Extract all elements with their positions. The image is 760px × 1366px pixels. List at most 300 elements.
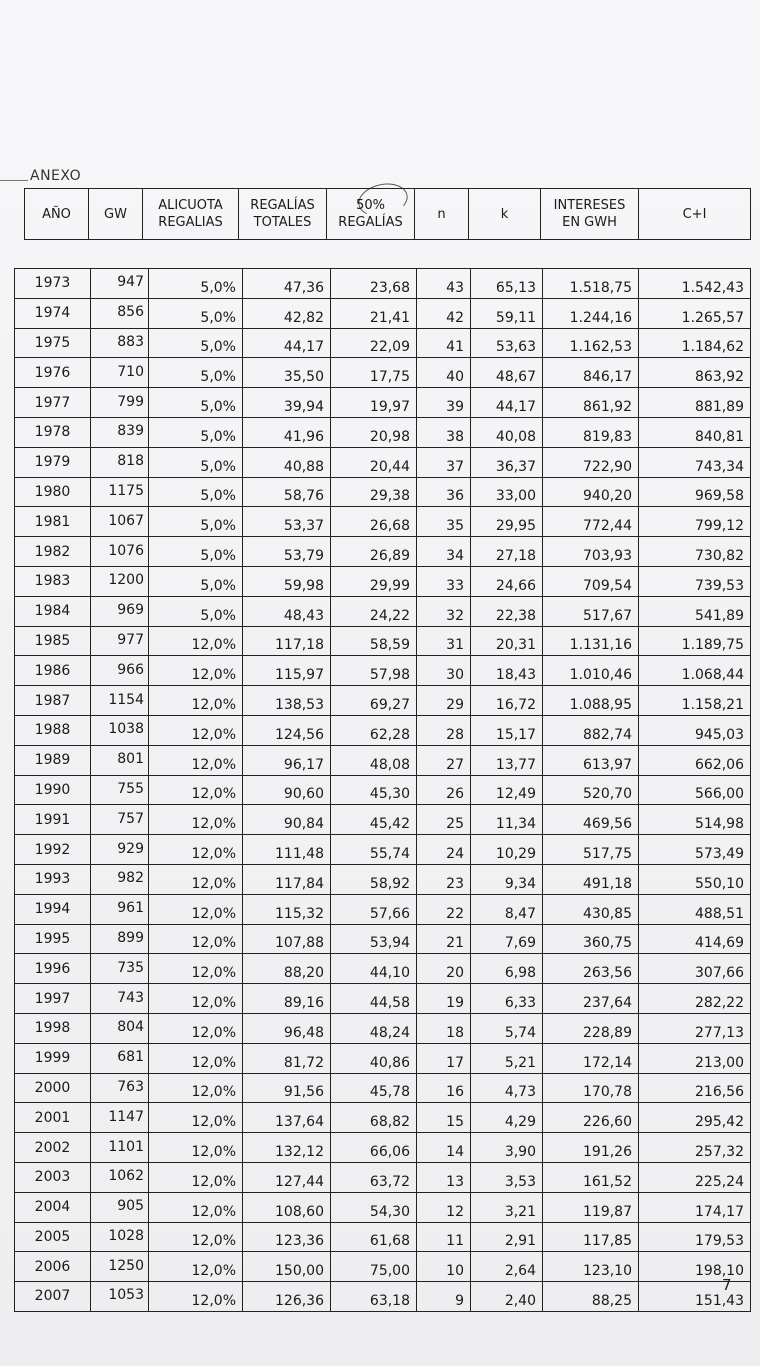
cell-gw: 710 [91,358,149,388]
cell-n: 41 [417,328,471,358]
cell-intereses: 88,25 [543,1282,639,1312]
cell-alicuota: 5,0% [149,328,243,358]
cell-gw: 1062 [91,1162,149,1192]
cell-regalias-totales: 41,96 [243,417,331,447]
cell-alicuota: 12,0% [149,984,243,1014]
cell-intereses: 940,20 [543,477,639,507]
cell-intereses: 263,56 [543,954,639,984]
cell-50-regalias: 69,27 [331,686,417,716]
cell-alicuota: 12,0% [149,1103,243,1133]
cell-intereses: 1.131,16 [543,626,639,656]
table-row [15,1073,751,1103]
header-k: k [469,189,541,240]
cell-50-regalias: 19,97 [331,388,417,418]
cell-year: 1998 [15,1013,91,1043]
cell-year: 1984 [15,596,91,626]
cell-c-plus-i: 840,81 [639,417,751,447]
cell-c-plus-i: 969,58 [639,477,751,507]
cell-50-regalias: 58,59 [331,626,417,656]
cell-intereses: 228,89 [543,1013,639,1043]
table-row [15,805,751,835]
cell-intereses: 1.162,53 [543,328,639,358]
cell-alicuota: 5,0% [149,566,243,596]
cell-gw: 1028 [91,1222,149,1252]
cell-n: 10 [417,1252,471,1282]
cell-intereses: 722,90 [543,447,639,477]
cell-n: 26 [417,775,471,805]
cell-n: 19 [417,984,471,1014]
cell-k: 4,73 [471,1073,543,1103]
cell-50-regalias: 53,94 [331,924,417,954]
cell-n: 42 [417,298,471,328]
table-row [15,1103,751,1133]
cell-c-plus-i: 295,42 [639,1103,751,1133]
table-row [15,656,751,686]
cell-year: 1979 [15,447,91,477]
cell-50-regalias: 58,92 [331,864,417,894]
cell-50-regalias: 45,78 [331,1073,417,1103]
cell-k: 12,49 [471,775,543,805]
cell-intereses: 882,74 [543,715,639,745]
cell-intereses: 172,14 [543,1043,639,1073]
cell-n: 17 [417,1043,471,1073]
cell-intereses: 119,87 [543,1192,639,1222]
cell-intereses: 360,75 [543,924,639,954]
header-row [25,189,751,240]
cell-k: 53,63 [471,328,543,358]
cell-gw: 856 [91,298,149,328]
header-regalias-totales: REGALÍAS TOTALES [239,189,327,240]
cell-alicuota: 5,0% [149,537,243,567]
cell-regalias-totales: 59,98 [243,566,331,596]
cell-gw: 969 [91,596,149,626]
cell-gw: 905 [91,1192,149,1222]
cell-c-plus-i: 514,98 [639,805,751,835]
table-row [15,447,751,477]
cell-gw: 818 [91,447,149,477]
cell-gw: 961 [91,894,149,924]
cell-alicuota: 12,0% [149,954,243,984]
cell-alicuota: 12,0% [149,835,243,865]
table-row [15,1252,751,1282]
cell-regalias-totales: 96,17 [243,745,331,775]
cell-regalias-totales: 117,84 [243,864,331,894]
table-row [15,1192,751,1222]
cell-c-plus-i: 198,10 [639,1252,751,1282]
cell-k: 13,77 [471,745,543,775]
cell-intereses: 1.010,46 [543,656,639,686]
cell-n: 11 [417,1222,471,1252]
cell-c-plus-i: 881,89 [639,388,751,418]
table-row [15,835,751,865]
cell-k: 2,64 [471,1252,543,1282]
table-row [15,775,751,805]
table-row [15,328,751,358]
cell-gw: 1200 [91,566,149,596]
cell-year: 1983 [15,566,91,596]
cell-k: 8,47 [471,894,543,924]
cell-alicuota: 12,0% [149,1282,243,1312]
cell-year: 2001 [15,1103,91,1133]
cell-50-regalias: 54,30 [331,1192,417,1222]
table-row [15,358,751,388]
cell-n: 29 [417,686,471,716]
cell-alicuota: 12,0% [149,805,243,835]
table-row [15,894,751,924]
cell-k: 3,53 [471,1162,543,1192]
cell-regalias-totales: 89,16 [243,984,331,1014]
cell-c-plus-i: 1.184,62 [639,328,751,358]
cell-regalias-totales: 108,60 [243,1192,331,1222]
cell-intereses: 237,64 [543,984,639,1014]
cell-intereses: 709,54 [543,566,639,596]
cell-intereses: 517,75 [543,835,639,865]
cell-gw: 1067 [91,507,149,537]
cell-k: 2,91 [471,1222,543,1252]
cell-c-plus-i: 307,66 [639,954,751,984]
cell-n: 12 [417,1192,471,1222]
cell-year: 1995 [15,924,91,954]
table-row [15,507,751,537]
cell-regalias-totales: 35,50 [243,358,331,388]
cell-n: 22 [417,894,471,924]
cell-regalias-totales: 90,84 [243,805,331,835]
cell-gw: 743 [91,984,149,1014]
cell-intereses: 1.244,16 [543,298,639,328]
table-row [15,596,751,626]
cell-50-regalias: 29,38 [331,477,417,507]
table-row [15,745,751,775]
cell-intereses: 191,26 [543,1133,639,1163]
cell-k: 2,40 [471,1282,543,1312]
cell-year: 1999 [15,1043,91,1073]
cell-alicuota: 12,0% [149,1222,243,1252]
table-row [15,269,751,299]
cell-k: 40,08 [471,417,543,447]
cell-gw: 1154 [91,686,149,716]
cell-n: 18 [417,1013,471,1043]
cell-gw: 799 [91,388,149,418]
cell-regalias-totales: 88,20 [243,954,331,984]
cell-intereses: 819,83 [543,417,639,447]
data-table [14,268,751,1312]
cell-intereses: 226,60 [543,1103,639,1133]
cell-50-regalias: 20,44 [331,447,417,477]
cell-alicuota: 12,0% [149,656,243,686]
cell-regalias-totales: 111,48 [243,835,331,865]
cell-gw: 1053 [91,1282,149,1312]
cell-c-plus-i: 213,00 [639,1043,751,1073]
cell-k: 27,18 [471,537,543,567]
cell-year: 1973 [15,269,91,299]
cell-alicuota: 12,0% [149,1133,243,1163]
cell-gw: 801 [91,745,149,775]
cell-regalias-totales: 48,43 [243,596,331,626]
cell-50-regalias: 26,89 [331,537,417,567]
cell-k: 36,37 [471,447,543,477]
cell-c-plus-i: 541,89 [639,596,751,626]
cell-c-plus-i: 1.158,21 [639,686,751,716]
cell-c-plus-i: 566,00 [639,775,751,805]
cell-c-plus-i: 488,51 [639,894,751,924]
cell-gw: 966 [91,656,149,686]
cell-n: 23 [417,864,471,894]
cell-k: 5,74 [471,1013,543,1043]
cell-n: 36 [417,477,471,507]
cell-c-plus-i: 730,82 [639,537,751,567]
cell-alicuota: 5,0% [149,388,243,418]
cell-n: 43 [417,269,471,299]
table-row [15,984,751,1014]
cell-c-plus-i: 743,34 [639,447,751,477]
cell-50-regalias: 21,41 [331,298,417,328]
cell-50-regalias: 68,82 [331,1103,417,1133]
cell-50-regalias: 45,30 [331,775,417,805]
cell-regalias-totales: 53,79 [243,537,331,567]
table-row [15,1222,751,1252]
cell-50-regalias: 75,00 [331,1252,417,1282]
cell-c-plus-i: 282,22 [639,984,751,1014]
cell-k: 65,13 [471,269,543,299]
cell-50-regalias: 44,10 [331,954,417,984]
cell-alicuota: 5,0% [149,269,243,299]
cell-intereses: 861,92 [543,388,639,418]
cell-alicuota: 5,0% [149,447,243,477]
cell-intereses: 517,67 [543,596,639,626]
cell-k: 10,29 [471,835,543,865]
cell-regalias-totales: 44,17 [243,328,331,358]
cell-n: 30 [417,656,471,686]
cell-gw: 763 [91,1073,149,1103]
cell-k: 20,31 [471,626,543,656]
table-row [15,1013,751,1043]
cell-alicuota: 12,0% [149,1073,243,1103]
cell-regalias-totales: 40,88 [243,447,331,477]
cell-intereses: 117,85 [543,1222,639,1252]
cell-50-regalias: 40,86 [331,1043,417,1073]
cell-50-regalias: 57,98 [331,656,417,686]
cell-c-plus-i: 225,24 [639,1162,751,1192]
cell-k: 6,33 [471,984,543,1014]
cell-n: 14 [417,1133,471,1163]
table-row [15,537,751,567]
cell-alicuota: 12,0% [149,1013,243,1043]
cell-gw: 681 [91,1043,149,1073]
cell-year: 1997 [15,984,91,1014]
cell-year: 2004 [15,1192,91,1222]
page-number: 7 [722,1276,732,1294]
cell-50-regalias: 29,99 [331,566,417,596]
cell-year: 1994 [15,894,91,924]
cell-gw: 1147 [91,1103,149,1133]
cell-intereses: 1.088,95 [543,686,639,716]
cell-c-plus-i: 179,53 [639,1222,751,1252]
cell-c-plus-i: 414,69 [639,924,751,954]
cell-intereses: 170,78 [543,1073,639,1103]
cell-50-regalias: 26,68 [331,507,417,537]
table-row [15,686,751,716]
cell-gw: 755 [91,775,149,805]
cell-k: 5,21 [471,1043,543,1073]
cell-year: 1975 [15,328,91,358]
cell-c-plus-i: 1.068,44 [639,656,751,686]
header-n: n [415,189,469,240]
table-row [15,1162,751,1192]
cell-k: 3,21 [471,1192,543,1222]
cell-year: 1986 [15,656,91,686]
cell-intereses: 772,44 [543,507,639,537]
cell-regalias-totales: 81,72 [243,1043,331,1073]
cell-gw: 977 [91,626,149,656]
cell-alicuota: 5,0% [149,507,243,537]
cell-year: 1982 [15,537,91,567]
cell-c-plus-i: 216,56 [639,1073,751,1103]
cell-year: 1980 [15,477,91,507]
cell-year: 1996 [15,954,91,984]
cell-50-regalias: 61,68 [331,1222,417,1252]
cell-k: 29,95 [471,507,543,537]
cell-50-regalias: 44,58 [331,984,417,1014]
cell-50-regalias: 48,24 [331,1013,417,1043]
cell-alicuota: 12,0% [149,626,243,656]
table-row [15,477,751,507]
cell-intereses: 123,10 [543,1252,639,1282]
cell-c-plus-i: 151,43 [639,1282,751,1312]
cell-alicuota: 12,0% [149,864,243,894]
cell-year: 2000 [15,1073,91,1103]
cell-k: 15,17 [471,715,543,745]
cell-regalias-totales: 123,36 [243,1222,331,1252]
cell-50-regalias: 57,66 [331,894,417,924]
cell-n: 34 [417,537,471,567]
cell-n: 38 [417,417,471,447]
cell-regalias-totales: 90,60 [243,775,331,805]
cell-n: 32 [417,596,471,626]
header-c-plus-i: C+I [639,189,751,240]
cell-c-plus-i: 739,53 [639,566,751,596]
cell-k: 59,11 [471,298,543,328]
cell-n: 20 [417,954,471,984]
cell-year: 1985 [15,626,91,656]
cell-50-regalias: 20,98 [331,417,417,447]
cell-n: 28 [417,715,471,745]
cell-year: 1981 [15,507,91,537]
cell-50-regalias: 23,68 [331,269,417,299]
cell-year: 1974 [15,298,91,328]
cell-intereses: 161,52 [543,1162,639,1192]
cell-50-regalias: 66,06 [331,1133,417,1163]
cell-gw: 1101 [91,1133,149,1163]
cell-intereses: 703,93 [543,537,639,567]
cell-n: 13 [417,1162,471,1192]
cell-alicuota: 12,0% [149,775,243,805]
cell-alicuota: 12,0% [149,715,243,745]
cell-alicuota: 12,0% [149,894,243,924]
cell-regalias-totales: 47,36 [243,269,331,299]
cell-regalias-totales: 117,18 [243,626,331,656]
cell-k: 22,38 [471,596,543,626]
cell-year: 1976 [15,358,91,388]
cell-gw: 757 [91,805,149,835]
cell-gw: 982 [91,864,149,894]
cell-intereses: 520,70 [543,775,639,805]
table-row [15,954,751,984]
cell-50-regalias: 55,74 [331,835,417,865]
cell-c-plus-i: 1.542,43 [639,269,751,299]
cell-50-regalias: 22,09 [331,328,417,358]
header-year: AÑO [25,189,89,240]
table-row [15,1043,751,1073]
cell-c-plus-i: 863,92 [639,358,751,388]
cell-regalias-totales: 91,56 [243,1073,331,1103]
header-gw: GW [89,189,143,240]
cell-gw: 735 [91,954,149,984]
cell-n: 27 [417,745,471,775]
cell-alicuota: 12,0% [149,1252,243,1282]
cell-regalias-totales: 137,64 [243,1103,331,1133]
cell-gw: 1038 [91,715,149,745]
cell-year: 1990 [15,775,91,805]
cell-year: 1977 [15,388,91,418]
cell-n: 16 [417,1073,471,1103]
cell-50-regalias: 24,22 [331,596,417,626]
cell-gw: 899 [91,924,149,954]
cell-regalias-totales: 138,53 [243,686,331,716]
cell-alicuota: 12,0% [149,745,243,775]
cell-year: 2005 [15,1222,91,1252]
cell-gw: 1076 [91,537,149,567]
cell-year: 1978 [15,417,91,447]
cell-50-regalias: 17,75 [331,358,417,388]
cell-alicuota: 12,0% [149,1192,243,1222]
cell-c-plus-i: 1.265,57 [639,298,751,328]
cell-gw: 1250 [91,1252,149,1282]
cell-c-plus-i: 573,49 [639,835,751,865]
cell-gw: 929 [91,835,149,865]
cell-regalias-totales: 124,56 [243,715,331,745]
table-row [15,1282,751,1312]
cell-gw: 804 [91,1013,149,1043]
cell-regalias-totales: 96,48 [243,1013,331,1043]
cell-gw: 883 [91,328,149,358]
cell-n: 37 [417,447,471,477]
table-header [24,188,751,240]
cell-k: 18,43 [471,656,543,686]
cell-c-plus-i: 277,13 [639,1013,751,1043]
table-row [15,626,751,656]
cell-year: 2007 [15,1282,91,1312]
cell-c-plus-i: 550,10 [639,864,751,894]
cell-k: 6,98 [471,954,543,984]
cell-gw: 947 [91,269,149,299]
cell-alicuota: 5,0% [149,358,243,388]
cell-regalias-totales: 126,36 [243,1282,331,1312]
cell-intereses: 846,17 [543,358,639,388]
cell-k: 48,67 [471,358,543,388]
cell-alicuota: 12,0% [149,1162,243,1192]
header-intereses: INTERESES EN GWH [541,189,639,240]
annex-label: ANEXO [30,168,82,184]
table-row [15,864,751,894]
cell-k: 7,69 [471,924,543,954]
cell-c-plus-i: 1.189,75 [639,626,751,656]
cell-n: 24 [417,835,471,865]
cell-regalias-totales: 150,00 [243,1252,331,1282]
header-alicuota: ALICUOTA REGALIAS [143,189,239,240]
cell-intereses: 613,97 [543,745,639,775]
cell-year: 2003 [15,1162,91,1192]
cell-n: 35 [417,507,471,537]
